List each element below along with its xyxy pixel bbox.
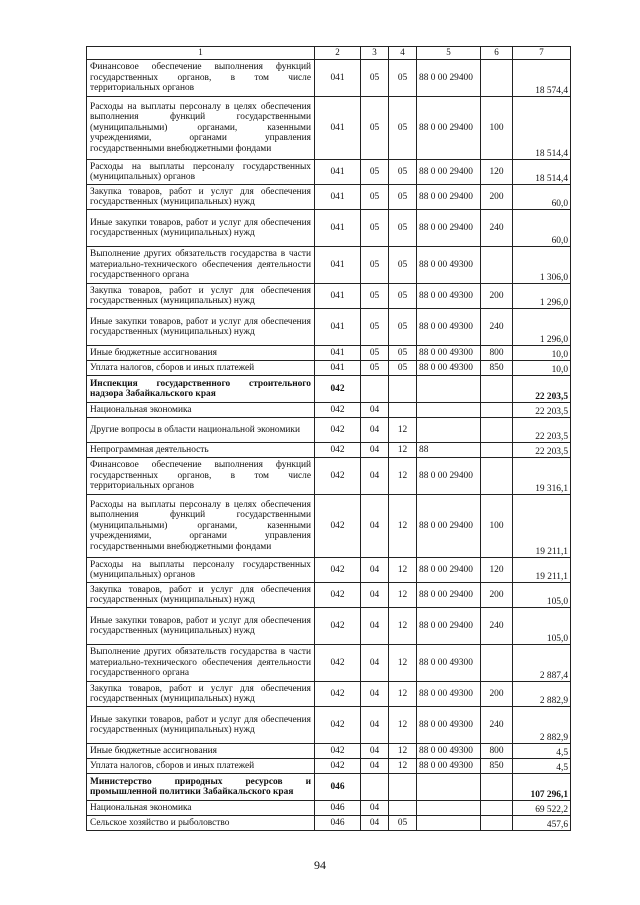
row-amount: 10,0 [513, 346, 571, 361]
row-subsection-code: 05 [389, 160, 417, 185]
row-subsection-code: 05 [389, 284, 417, 309]
row-subsection-code [389, 376, 417, 403]
row-amount: 19 316,1 [513, 458, 571, 495]
row-target-item-code: 88 [417, 443, 481, 458]
row-section-code: 04 [361, 759, 389, 774]
row-section-code: 05 [361, 361, 389, 376]
row-target-item-code: 88 0 00 29400 [417, 160, 481, 185]
row-amount: 18 514,4 [513, 97, 571, 160]
row-target-item-code [417, 816, 481, 831]
row-section-code [361, 376, 389, 403]
table-header-row [87, 47, 571, 60]
table-row [87, 60, 571, 97]
row-amount: 1 306,0 [513, 247, 571, 284]
row-admin-code: 042 [315, 645, 361, 682]
table-row [87, 247, 571, 284]
header-cell-4: 4 [389, 47, 417, 60]
row-description: Выполнение других обязательств государства в части материально-технического обеспечения деятельности государственного органа [87, 645, 315, 682]
row-amount: 18 514,4 [513, 160, 571, 185]
row-subsection-code: 05 [389, 185, 417, 210]
row-admin-code: 042 [315, 707, 361, 744]
row-target-item-code [417, 418, 481, 443]
row-section-code: 05 [361, 309, 389, 346]
row-description: Расходы на выплаты персоналу государственных (муниципальных) органов [87, 160, 315, 185]
row-subsection-code: 05 [389, 247, 417, 284]
row-amount: 105,0 [513, 583, 571, 608]
row-expense-type-code: 240 [481, 210, 513, 247]
header-cell-3: 3 [361, 47, 389, 60]
row-subsection-code: 05 [389, 97, 417, 160]
row-description: Уплата налогов, сборов и иных платежей [87, 361, 315, 376]
row-section-code [361, 774, 389, 801]
row-description: Другие вопросы в области национальной экономики [87, 418, 315, 443]
row-description: Иные закупки товаров, работ и услуг для обеспечения государственных (муниципальных) нужд [87, 608, 315, 645]
table-row [87, 458, 571, 495]
row-description: Расходы на выплаты персоналу государственных (муниципальных) органов [87, 558, 315, 583]
row-target-item-code: 88 0 00 49300 [417, 682, 481, 707]
row-admin-code: 046 [315, 774, 361, 801]
row-amount: 105,0 [513, 608, 571, 645]
row-description: Министерство природных ресурсов и промышленной политики Забайкальского края [87, 774, 315, 801]
row-admin-code: 042 [315, 558, 361, 583]
row-target-item-code [417, 376, 481, 403]
row-section-code: 05 [361, 247, 389, 284]
header-cell-2: 2 [315, 47, 361, 60]
row-section-code: 05 [361, 210, 389, 247]
row-admin-code: 042 [315, 608, 361, 645]
row-expense-type-code [481, 801, 513, 816]
row-subsection-code: 12 [389, 744, 417, 759]
row-amount: 4,5 [513, 744, 571, 759]
row-amount: 10,0 [513, 361, 571, 376]
row-admin-code: 041 [315, 309, 361, 346]
row-expense-type-code: 120 [481, 160, 513, 185]
row-target-item-code: 88 0 00 29400 [417, 60, 481, 97]
row-section-code: 05 [361, 284, 389, 309]
row-target-item-code: 88 0 00 29400 [417, 558, 481, 583]
row-expense-type-code: 200 [481, 284, 513, 309]
row-expense-type-code [481, 247, 513, 284]
table-row [87, 346, 571, 361]
row-amount: 2 887,4 [513, 645, 571, 682]
row-expense-type-code [481, 774, 513, 801]
row-description: Иные бюджетные ассигнования [87, 744, 315, 759]
row-amount: 4,5 [513, 759, 571, 774]
row-amount: 60,0 [513, 210, 571, 247]
row-admin-code: 042 [315, 495, 361, 558]
row-target-item-code: 88 0 00 49300 [417, 247, 481, 284]
table-row [87, 801, 571, 816]
header-cell-6: 6 [481, 47, 513, 60]
row-description: Инспекция государственного строительного надзора Забайкальского края [87, 376, 315, 403]
row-admin-code: 041 [315, 346, 361, 361]
row-section-code: 04 [361, 558, 389, 583]
row-expense-type-code [481, 443, 513, 458]
row-expense-type-code: 100 [481, 495, 513, 558]
row-expense-type-code: 850 [481, 759, 513, 774]
row-subsection-code: 05 [389, 210, 417, 247]
row-subsection-code: 05 [389, 816, 417, 831]
row-section-code: 04 [361, 645, 389, 682]
row-expense-type-code [481, 645, 513, 682]
row-target-item-code: 88 0 00 49300 [417, 284, 481, 309]
row-expense-type-code [481, 376, 513, 403]
row-amount: 1 296,0 [513, 309, 571, 346]
row-section-code: 04 [361, 583, 389, 608]
table-row [87, 495, 571, 558]
table-row [87, 376, 571, 403]
row-amount: 2 882,9 [513, 707, 571, 744]
table-row [87, 309, 571, 346]
row-expense-type-code: 120 [481, 558, 513, 583]
row-section-code: 05 [361, 346, 389, 361]
row-target-item-code: 88 0 00 49300 [417, 361, 481, 376]
row-target-item-code: 88 0 00 49300 [417, 759, 481, 774]
row-expense-type-code [481, 458, 513, 495]
row-description: Непрограммная деятельность [87, 443, 315, 458]
table-row [87, 583, 571, 608]
row-target-item-code: 88 0 00 29400 [417, 583, 481, 608]
row-subsection-code: 05 [389, 361, 417, 376]
row-description: Иные бюджетные ассигнования [87, 346, 315, 361]
table-row [87, 284, 571, 309]
row-expense-type-code [481, 418, 513, 443]
header-cell-5: 5 [417, 47, 481, 60]
row-section-code: 05 [361, 60, 389, 97]
row-admin-code: 042 [315, 759, 361, 774]
row-expense-type-code: 240 [481, 707, 513, 744]
row-amount: 69 522,2 [513, 801, 571, 816]
row-expense-type-code [481, 60, 513, 97]
row-admin-code: 042 [315, 744, 361, 759]
header-cell-7: 7 [513, 47, 571, 60]
row-admin-code: 046 [315, 816, 361, 831]
row-section-code: 04 [361, 608, 389, 645]
budget-table [86, 46, 571, 831]
row-section-code: 05 [361, 97, 389, 160]
table-row [87, 645, 571, 682]
row-subsection-code: 12 [389, 583, 417, 608]
row-subsection-code [389, 403, 417, 418]
row-section-code: 05 [361, 160, 389, 185]
row-expense-type-code [481, 403, 513, 418]
row-subsection-code: 05 [389, 346, 417, 361]
row-amount: 22 203,5 [513, 403, 571, 418]
row-target-item-code [417, 801, 481, 816]
row-admin-code: 041 [315, 160, 361, 185]
row-target-item-code: 88 0 00 29400 [417, 185, 481, 210]
row-amount: 457,6 [513, 816, 571, 831]
row-subsection-code: 05 [389, 309, 417, 346]
row-subsection-code: 12 [389, 443, 417, 458]
row-expense-type-code [481, 816, 513, 831]
row-expense-type-code: 850 [481, 361, 513, 376]
header-cell-1: 1 [87, 47, 315, 60]
row-target-item-code: 88 0 00 49300 [417, 309, 481, 346]
table-row [87, 558, 571, 583]
row-expense-type-code: 200 [481, 185, 513, 210]
row-section-code: 04 [361, 801, 389, 816]
row-admin-code: 041 [315, 97, 361, 160]
row-target-item-code: 88 0 00 29400 [417, 495, 481, 558]
row-amount: 18 574,4 [513, 60, 571, 97]
row-amount: 107 296,1 [513, 774, 571, 801]
row-subsection-code [389, 774, 417, 801]
row-description: Иные закупки товаров, работ и услуг для обеспечения государственных (муниципальных) нужд [87, 210, 315, 247]
row-description: Финансовое обеспечение выполнения функций государственных органов, в том числе территориальных органов [87, 458, 315, 495]
row-target-item-code: 88 0 00 49300 [417, 707, 481, 744]
row-section-code: 04 [361, 816, 389, 831]
row-admin-code: 042 [315, 376, 361, 403]
row-admin-code: 042 [315, 418, 361, 443]
row-subsection-code: 12 [389, 608, 417, 645]
row-expense-type-code: 800 [481, 744, 513, 759]
row-section-code: 05 [361, 185, 389, 210]
row-section-code: 04 [361, 403, 389, 418]
row-section-code: 04 [361, 443, 389, 458]
row-description: Сельское хозяйство и рыболовство [87, 816, 315, 831]
table-row [87, 403, 571, 418]
row-description: Закупка товаров, работ и услуг для обеспечения государственных (муниципальных) нужд [87, 284, 315, 309]
row-expense-type-code: 100 [481, 97, 513, 160]
row-admin-code: 046 [315, 801, 361, 816]
table-row [87, 774, 571, 801]
row-admin-code: 042 [315, 682, 361, 707]
row-target-item-code: 88 0 00 49300 [417, 645, 481, 682]
row-admin-code: 041 [315, 60, 361, 97]
table-row [87, 707, 571, 744]
row-subsection-code: 12 [389, 495, 417, 558]
row-subsection-code: 12 [389, 759, 417, 774]
row-subsection-code: 12 [389, 418, 417, 443]
row-amount: 60,0 [513, 185, 571, 210]
row-subsection-code: 12 [389, 558, 417, 583]
row-subsection-code: 12 [389, 707, 417, 744]
row-admin-code: 041 [315, 210, 361, 247]
row-description: Расходы на выплаты персоналу в целях обеспечения выполнения функций государственными (муниципальными) органами, казенными учреждениями, органами управления государственными внебюджетными фондами [87, 495, 315, 558]
row-description: Закупка товаров, работ и услуг для обеспечения государственных (муниципальных) нужд [87, 583, 315, 608]
row-description: Уплата налогов, сборов и иных платежей [87, 759, 315, 774]
row-amount: 22 203,5 [513, 376, 571, 403]
row-description: Иные закупки товаров, работ и услуг для обеспечения государственных (муниципальных) нужд [87, 707, 315, 744]
table-body [87, 47, 571, 831]
row-section-code: 04 [361, 707, 389, 744]
row-target-item-code: 88 0 00 29400 [417, 458, 481, 495]
table-row [87, 744, 571, 759]
table-row [87, 608, 571, 645]
row-expense-type-code: 200 [481, 583, 513, 608]
table-row [87, 418, 571, 443]
table-row [87, 361, 571, 376]
row-description: Выполнение других обязательств государства в части материально-технического обеспечения деятельности государственного органа [87, 247, 315, 284]
row-admin-code: 042 [315, 458, 361, 495]
row-description: Закупка товаров, работ и услуг для обеспечения государственных (муниципальных) нужд [87, 682, 315, 707]
row-amount: 19 211,1 [513, 558, 571, 583]
row-description: Иные закупки товаров, работ и услуг для обеспечения государственных (муниципальных) нужд [87, 309, 315, 346]
table-row [87, 682, 571, 707]
row-admin-code: 042 [315, 403, 361, 418]
row-subsection-code [389, 801, 417, 816]
row-subsection-code: 12 [389, 645, 417, 682]
row-subsection-code: 12 [389, 682, 417, 707]
row-description: Финансовое обеспечение выполнения функций государственных органов, в том числе территориальных органов [87, 60, 315, 97]
row-admin-code: 041 [315, 361, 361, 376]
table-row [87, 185, 571, 210]
row-admin-code: 042 [315, 443, 361, 458]
row-description: Расходы на выплаты персоналу в целях обеспечения выполнения функций государственными (муниципальными) органами, казенными учреждениями, органами управления государственными внебюджетными фондами [87, 97, 315, 160]
row-description: Национальная экономика [87, 403, 315, 418]
table-row [87, 210, 571, 247]
row-description: Национальная экономика [87, 801, 315, 816]
row-target-item-code: 88 0 00 49300 [417, 744, 481, 759]
page-number: 94 [314, 858, 326, 872]
row-amount: 19 211,1 [513, 495, 571, 558]
row-admin-code: 042 [315, 583, 361, 608]
table-row [87, 97, 571, 160]
row-amount: 22 203,5 [513, 418, 571, 443]
row-target-item-code: 88 0 00 49300 [417, 346, 481, 361]
table-row [87, 443, 571, 458]
row-section-code: 04 [361, 458, 389, 495]
row-amount: 2 882,9 [513, 682, 571, 707]
row-section-code: 04 [361, 495, 389, 558]
row-admin-code: 041 [315, 185, 361, 210]
row-subsection-code: 12 [389, 458, 417, 495]
row-amount: 1 296,0 [513, 284, 571, 309]
row-section-code: 04 [361, 744, 389, 759]
row-target-item-code [417, 774, 481, 801]
row-expense-type-code: 240 [481, 608, 513, 645]
row-admin-code: 041 [315, 247, 361, 284]
table-row [87, 816, 571, 831]
row-target-item-code: 88 0 00 29400 [417, 97, 481, 160]
row-section-code: 04 [361, 682, 389, 707]
row-target-item-code: 88 0 00 29400 [417, 210, 481, 247]
table-row [87, 759, 571, 774]
row-description: Закупка товаров, работ и услуг для обеспечения государственных (муниципальных) нужд [87, 185, 315, 210]
row-target-item-code [417, 403, 481, 418]
row-section-code: 04 [361, 418, 389, 443]
row-expense-type-code: 200 [481, 682, 513, 707]
table-row [87, 160, 571, 185]
row-admin-code: 041 [315, 284, 361, 309]
row-subsection-code: 05 [389, 60, 417, 97]
row-expense-type-code: 240 [481, 309, 513, 346]
row-target-item-code: 88 0 00 29400 [417, 608, 481, 645]
row-expense-type-code: 800 [481, 346, 513, 361]
row-amount: 22 203,5 [513, 443, 571, 458]
